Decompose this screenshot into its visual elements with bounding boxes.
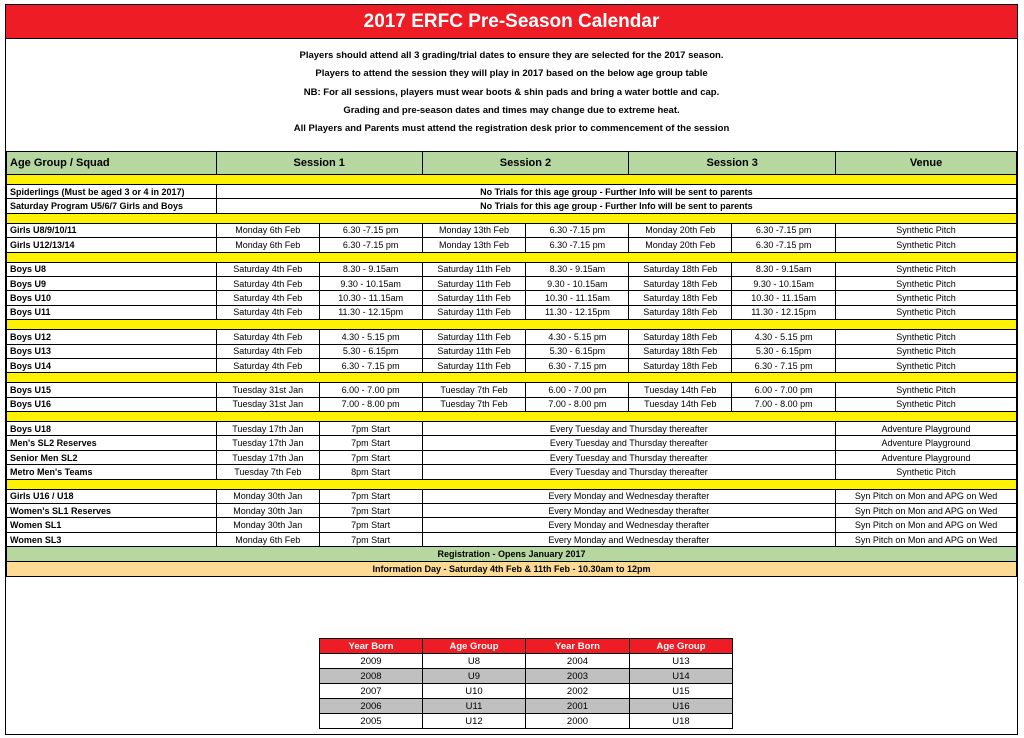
session-3-time: 10.30 - 11.15am — [732, 291, 836, 305]
session-2-date: Tuesday 7th Feb — [422, 397, 526, 411]
squad-name: Boys U11 — [7, 305, 217, 319]
table-row — [7, 518, 1017, 532]
session-1-time: 5.30 - 6.15pm — [319, 344, 422, 358]
session-1-time: 7pm Start — [319, 489, 422, 503]
table-row — [7, 185, 1017, 199]
thereafter-note: Every Tuesday and Thursday thereafter — [422, 422, 835, 436]
squad-name: Boys U14 — [7, 358, 217, 372]
session-2-date: Saturday 11th Feb — [422, 330, 526, 344]
session-1-date: Tuesday 17th Jan — [216, 450, 319, 464]
age-table-row — [320, 714, 733, 729]
session-2-time: 6.30 -7.15 pm — [526, 223, 629, 237]
age-group: U12 — [423, 714, 526, 729]
venue: Synthetic Pitch — [836, 305, 1017, 319]
venue: Synthetic Pitch — [836, 262, 1017, 276]
session-1-time: 6.30 -7.15 pm — [319, 238, 422, 252]
age-group: U15 — [630, 684, 733, 699]
session-3-date: Saturday 18th Feb — [629, 344, 732, 358]
age-table-row — [320, 684, 733, 699]
venue: Syn Pitch on Mon and APG on Wed — [836, 489, 1017, 503]
table-row — [7, 223, 1017, 237]
session-1-time: 7pm Start — [319, 436, 422, 450]
session-1-time: 7.00 - 8.00 pm — [319, 397, 422, 411]
notes — [6, 47, 1017, 138]
squad-name: Metro Men's Teams — [7, 465, 217, 479]
table-row — [7, 305, 1017, 319]
table-row — [7, 276, 1017, 290]
session-3-date: Saturday 18th Feb — [629, 330, 732, 344]
squad-name: Boys U9 — [7, 276, 217, 290]
table-row — [7, 199, 1017, 213]
venue: Syn Pitch on Mon and APG on Wed — [836, 532, 1017, 546]
squad-name: Girls U8/9/10/11 — [7, 223, 217, 237]
session-1-date: Saturday 4th Feb — [216, 291, 319, 305]
year-born: 2002 — [526, 684, 630, 699]
session-1-date: Tuesday 31st Jan — [216, 383, 319, 397]
note-line: Players to attend the session they will play in 2017 based on the below age group table — [315, 68, 708, 80]
session-3-time: 8.30 - 9.15am — [732, 262, 836, 276]
registration-banner: Registration - Opens January 2017 — [7, 547, 1017, 562]
session-3-date: Tuesday 14th Feb — [629, 397, 732, 411]
squad-name: Women's SL1 Reserves — [7, 504, 217, 518]
session-2-date: Saturday 11th Feb — [422, 344, 526, 358]
table-row — [7, 358, 1017, 372]
session-3-time: 5.30 - 6.15pm — [732, 344, 836, 358]
session-1-time: 8.30 - 9.15am — [319, 262, 422, 276]
age-table-heading: Year Born — [320, 639, 423, 654]
session-3-date: Monday 20th Feb — [629, 238, 732, 252]
thereafter-note: Every Tuesday and Thursday thereafter — [422, 436, 835, 450]
venue: Synthetic Pitch — [836, 276, 1017, 290]
squad-name: Boys U16 — [7, 397, 217, 411]
spacer-cell — [7, 175, 1017, 185]
venue: Syn Pitch on Mon and APG on Wed — [836, 518, 1017, 532]
session-2-time: 5.30 - 6.15pm — [526, 344, 629, 358]
session-1-time: 9.30 - 10.15am — [319, 276, 422, 290]
header-venue: Venue — [836, 152, 1017, 175]
table-row — [7, 489, 1017, 503]
table-row — [7, 238, 1017, 252]
session-1-date: Tuesday 31st Jan — [216, 397, 319, 411]
table-row — [7, 344, 1017, 358]
venue: Synthetic Pitch — [836, 465, 1017, 479]
venue: Synthetic Pitch — [836, 383, 1017, 397]
session-3-time: 11.30 - 12.15pm — [732, 305, 836, 319]
squad-name: Girls U16 / U18 — [7, 489, 217, 503]
session-1-date: Saturday 4th Feb — [216, 262, 319, 276]
session-3-date: Saturday 18th Feb — [629, 358, 732, 372]
session-3-date: Saturday 18th Feb — [629, 291, 732, 305]
session-2-date: Saturday 11th Feb — [422, 291, 526, 305]
session-1-date: Saturday 4th Feb — [216, 305, 319, 319]
age-group: U8 — [423, 654, 526, 669]
session-2-time: 6.30 -7.15 pm — [526, 238, 629, 252]
session-2-time: 9.30 - 10.15am — [526, 276, 629, 290]
no-trials-note: No Trials for this age group - Further Info will be sent to parents — [216, 199, 1016, 213]
session-2-date: Saturday 11th Feb — [422, 358, 526, 372]
squad-name: Boys U18 — [7, 422, 217, 436]
squad-name: Women SL1 — [7, 518, 217, 532]
squad-name: Girls U12/13/14 — [7, 238, 217, 252]
session-3-time: 9.30 - 10.15am — [732, 276, 836, 290]
squad-name: Boys U8 — [7, 262, 217, 276]
spacer-cell — [7, 320, 1017, 330]
venue: Adventure Playground — [836, 422, 1017, 436]
venue: Synthetic Pitch — [836, 397, 1017, 411]
spacer-row — [7, 320, 1017, 330]
session-2-date: Tuesday 7th Feb — [422, 383, 526, 397]
squad-name: Senior Men SL2 — [7, 450, 217, 464]
info-day-row — [7, 562, 1017, 577]
session-1-time: 6.00 - 7.00 pm — [319, 383, 422, 397]
spacer-row — [7, 175, 1017, 185]
header-session-2: Session 2 — [422, 152, 629, 175]
age-table-heading: Year Born — [526, 639, 630, 654]
thereafter-note: Every Monday and Wednesday therafter — [422, 518, 835, 532]
table-row — [7, 262, 1017, 276]
age-group: U10 — [423, 684, 526, 699]
thereafter-note: Every Tuesday and Thursday thereafter — [422, 465, 835, 479]
session-1-time: 6.30 - 7.15 pm — [319, 358, 422, 372]
table-row — [7, 450, 1017, 464]
venue: Synthetic Pitch — [836, 238, 1017, 252]
year-born: 2001 — [526, 699, 630, 714]
session-1-date: Monday 6th Feb — [216, 238, 319, 252]
session-3-time: 7.00 - 8.00 pm — [732, 397, 836, 411]
session-3-time: 6.30 -7.15 pm — [732, 238, 836, 252]
session-1-time: 7pm Start — [319, 422, 422, 436]
spacer-cell — [7, 252, 1017, 262]
session-3-time: 6.00 - 7.00 pm — [732, 383, 836, 397]
venue: Synthetic Pitch — [836, 223, 1017, 237]
session-3-time: 6.30 - 7.15 pm — [732, 358, 836, 372]
header-session-3: Session 3 — [629, 152, 836, 175]
squad-name: Women SL3 — [7, 532, 217, 546]
note-line: NB: For all sessions, players must wear boots & shin pads and bring a water bottle and cap. — [303, 86, 720, 98]
session-1-time: 10.30 - 11.15am — [319, 291, 422, 305]
spacer-cell — [7, 479, 1017, 489]
age-table-heading: Age Group — [630, 639, 733, 654]
header-session-1: Session 1 — [216, 152, 422, 175]
note-line: Grading and pre-season dates and times may change due to extreme heat. — [343, 104, 680, 116]
session-2-time: 10.30 - 11.15am — [526, 291, 629, 305]
note-line: All Players and Parents must attend the registration desk prior to commencement of the session — [293, 123, 730, 135]
venue: Synthetic Pitch — [836, 291, 1017, 305]
venue: Synthetic Pitch — [836, 344, 1017, 358]
table-row — [7, 465, 1017, 479]
session-1-date: Monday 30th Jan — [216, 504, 319, 518]
session-3-date: Monday 20th Feb — [629, 223, 732, 237]
squad-name: Boys U12 — [7, 330, 217, 344]
session-1-time: 7pm Start — [319, 504, 422, 518]
session-1-time: 7pm Start — [319, 450, 422, 464]
session-3-time: 6.30 -7.15 pm — [732, 223, 836, 237]
squad-name: Spiderlings (Must be aged 3 or 4 in 2017) — [7, 185, 217, 199]
session-1-date: Tuesday 17th Jan — [216, 436, 319, 450]
session-2-time: 7.00 - 8.00 pm — [526, 397, 629, 411]
session-1-time: 8pm Start — [319, 465, 422, 479]
age-group: U16 — [630, 699, 733, 714]
note-line: Players should attend all 3 grading/trial dates to ensure they are selected for the 2017 season. — [299, 50, 724, 61]
table-row — [7, 397, 1017, 411]
thereafter-note: Every Monday and Wednesday therafter — [422, 532, 835, 546]
age-table-row — [320, 654, 733, 669]
age-group: U18 — [630, 714, 733, 729]
age-table-row — [320, 669, 733, 684]
session-2-time: 4.30 - 5.15 pm — [526, 330, 629, 344]
session-3-date: Saturday 18th Feb — [629, 305, 732, 319]
session-3-date: Tuesday 14th Feb — [629, 383, 732, 397]
info-day-banner: Information Day - Saturday 4th Feb & 11th Feb - 10.30am to 12pm — [7, 562, 1017, 577]
year-born: 2008 — [320, 669, 423, 684]
session-2-date: Monday 13th Feb — [422, 223, 526, 237]
session-1-date: Monday 6th Feb — [216, 532, 319, 546]
thereafter-note: Every Tuesday and Thursday thereafter — [422, 450, 835, 464]
age-table-header — [320, 639, 733, 654]
age-group: U13 — [630, 654, 733, 669]
squad-name: Boys U15 — [7, 383, 217, 397]
session-1-date: Monday 30th Jan — [216, 489, 319, 503]
venue: Synthetic Pitch — [836, 330, 1017, 344]
session-3-time: 4.30 - 5.15 pm — [732, 330, 836, 344]
session-2-time: 6.00 - 7.00 pm — [526, 383, 629, 397]
session-3-date: Saturday 18th Feb — [629, 276, 732, 290]
spacer-row — [7, 479, 1017, 489]
session-2-time: 6.30 - 7.15 pm — [526, 358, 629, 372]
session-1-time: 7pm Start — [319, 532, 422, 546]
spacer-cell — [7, 213, 1017, 223]
session-1-time: 4.30 - 5.15 pm — [319, 330, 422, 344]
session-1-date: Saturday 4th Feb — [216, 330, 319, 344]
spacer-row — [7, 213, 1017, 223]
header-row — [7, 152, 1017, 175]
venue: Synthetic Pitch — [836, 358, 1017, 372]
spacer-cell — [7, 373, 1017, 383]
spacer-cell — [7, 412, 1017, 422]
session-2-time: 11.30 - 12.15pm — [526, 305, 629, 319]
registration-row — [7, 547, 1017, 562]
spacer-row — [7, 412, 1017, 422]
year-born: 2003 — [526, 669, 630, 684]
table-row — [7, 383, 1017, 397]
session-1-time: 6.30 -7.15 pm — [319, 223, 422, 237]
table-row — [7, 291, 1017, 305]
session-2-date: Monday 13th Feb — [422, 238, 526, 252]
squad-name: Men's SL2 Reserves — [7, 436, 217, 450]
spacer-row — [7, 252, 1017, 262]
session-1-time: 7pm Start — [319, 518, 422, 532]
age-group: U11 — [423, 699, 526, 714]
session-1-time: 11.30 - 12.15pm — [319, 305, 422, 319]
header-squad: Age Group / Squad — [7, 152, 217, 175]
year-born: 2005 — [320, 714, 423, 729]
table-row — [7, 422, 1017, 436]
table-row — [7, 532, 1017, 546]
session-2-date: Saturday 11th Feb — [422, 276, 526, 290]
age-table-heading: Age Group — [423, 639, 526, 654]
spacer-row — [7, 373, 1017, 383]
age-table-row — [320, 699, 733, 714]
squad-name: Boys U10 — [7, 291, 217, 305]
year-born: 2007 — [320, 684, 423, 699]
calendar-sheet — [5, 4, 1018, 735]
session-1-date: Tuesday 17th Jan — [216, 422, 319, 436]
session-2-date: Saturday 11th Feb — [422, 262, 526, 276]
squad-name: Saturday Program U5/6/7 Girls and Boys — [7, 199, 217, 213]
session-1-date: Monday 6th Feb — [216, 223, 319, 237]
no-trials-note: No Trials for this age group - Further Info will be sent to parents — [216, 185, 1016, 199]
age-group: U14 — [630, 669, 733, 684]
venue: Syn Pitch on Mon and APG on Wed — [836, 504, 1017, 518]
page-title: 2017 ERFC Pre-Season Calendar — [6, 5, 1017, 39]
session-2-date: Saturday 11th Feb — [422, 305, 526, 319]
thereafter-note: Every Monday and Wednesday therafter — [422, 504, 835, 518]
year-born: 2006 — [320, 699, 423, 714]
schedule-table — [6, 151, 1017, 577]
session-3-date: Saturday 18th Feb — [629, 262, 732, 276]
session-1-date: Saturday 4th Feb — [216, 276, 319, 290]
session-1-date: Saturday 4th Feb — [216, 358, 319, 372]
age-group-table — [319, 638, 733, 729]
age-group: U9 — [423, 669, 526, 684]
session-1-date: Tuesday 7th Feb — [216, 465, 319, 479]
venue: Adventure Playground — [836, 450, 1017, 464]
table-row — [7, 330, 1017, 344]
year-born: 2004 — [526, 654, 630, 669]
session-2-time: 8.30 - 9.15am — [526, 262, 629, 276]
session-1-date: Saturday 4th Feb — [216, 344, 319, 358]
year-born: 2009 — [320, 654, 423, 669]
thereafter-note: Every Monday and Wednesday therafter — [422, 489, 835, 503]
squad-name: Boys U13 — [7, 344, 217, 358]
venue: Adventure Playground — [836, 436, 1017, 450]
session-1-date: Monday 30th Jan — [216, 518, 319, 532]
table-row — [7, 504, 1017, 518]
year-born: 2000 — [526, 714, 630, 729]
table-row — [7, 436, 1017, 450]
